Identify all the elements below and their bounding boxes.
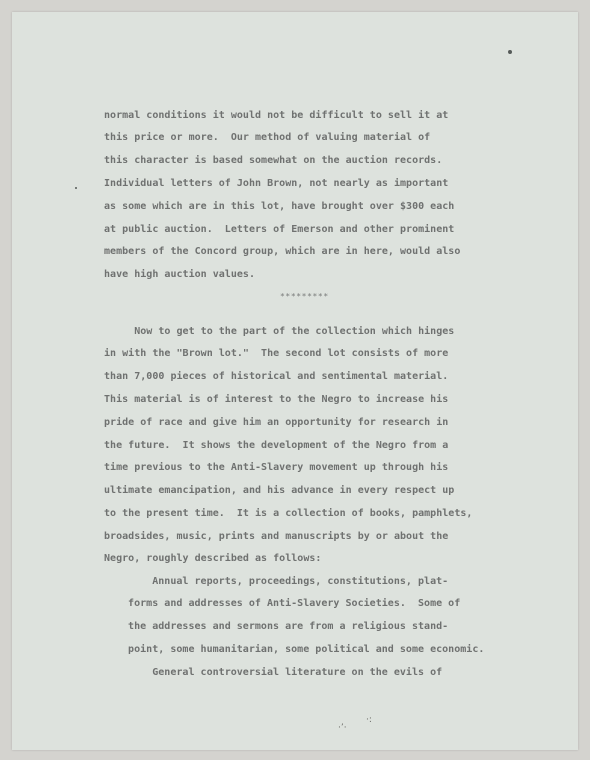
text-line: as some which are in this lot, have brought over $300 each xyxy=(104,201,455,212)
text-line: time previous to the Anti-Slavery movement up through his xyxy=(104,462,449,473)
text-line: Individual letters of John Brown, not nearly as important xyxy=(104,178,449,189)
paper-speck xyxy=(75,187,77,189)
text-line: the future. It shows the development of the Negro from a xyxy=(104,440,449,451)
list-item-line: General controversial literature on the evils of xyxy=(122,667,443,678)
text-line: this price or more. Our method of valuing material of xyxy=(104,132,431,143)
text-line: Negro, roughly described as follows: xyxy=(104,553,322,564)
text-line: Now to get to the part of the collection which hinges xyxy=(104,326,455,337)
text-line: in with the "Brown lot." The second lot consists of more xyxy=(104,348,449,359)
text-line: this character is based somewhat on the auction records. xyxy=(104,155,443,166)
text-line: broadsides, music, prints and manuscripts by or about the xyxy=(104,531,449,542)
text-line: members of the Concord group, which are in here, would also xyxy=(104,246,461,257)
text-line: ultimate emancipation, and his advance in every respect up xyxy=(104,485,455,496)
ink-smudge: ·’· xyxy=(338,723,347,733)
ink-smudge: ·: xyxy=(366,715,372,725)
text-line: pride of race and give him an opportunity for research in xyxy=(104,417,449,428)
text-line: to the present time. It is a collection of books, pamphlets, xyxy=(104,508,473,519)
text-line: have high auction values. xyxy=(104,269,256,280)
list-item-line: Annual reports, proceedings, constitutions, plat- xyxy=(122,576,449,587)
list-item-line: the addresses and sermons are from a religious stand- xyxy=(122,621,449,632)
document-page xyxy=(12,12,578,750)
text-line: This material is of interest to the Negro to increase his xyxy=(104,394,449,405)
text-line: at public auction. Letters of Emerson and other prominent xyxy=(104,224,455,235)
list-item-line: point, some humanitarian, some political and some economic. xyxy=(122,644,485,655)
text-line: than 7,000 pieces of historical and sentimental material. xyxy=(104,371,449,382)
text-line: normal conditions it would not be difficult to sell it at xyxy=(104,110,449,121)
paper-speck xyxy=(508,50,512,54)
section-divider: ********* xyxy=(280,292,329,301)
list-item-line: forms and addresses of Anti-Slavery Societies. Some of xyxy=(122,598,461,609)
